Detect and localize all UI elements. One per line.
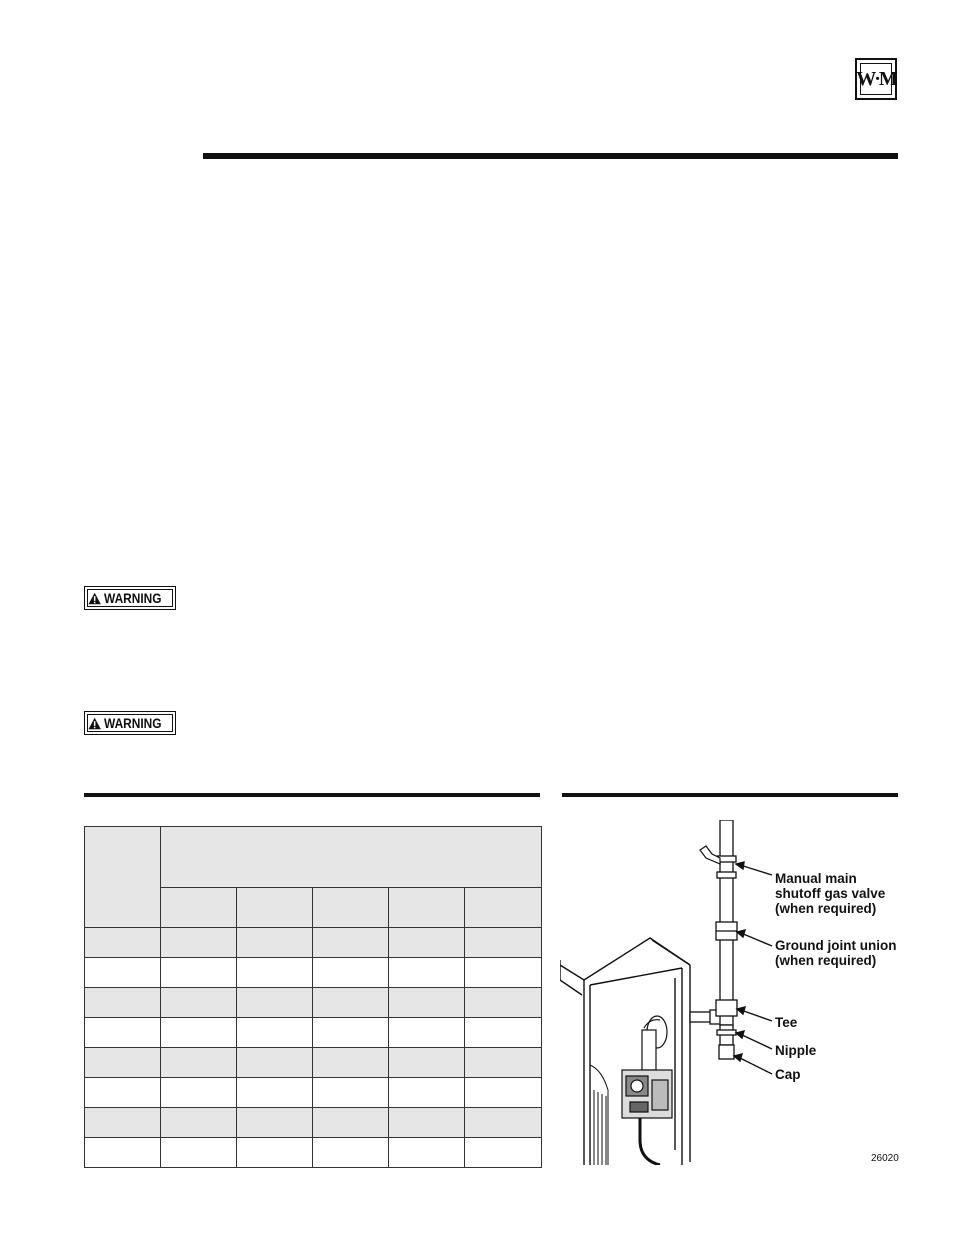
warning-label [84, 586, 176, 610]
section-title-rule [203, 153, 898, 159]
table-row [85, 988, 542, 1018]
warning-label-text: WARNING [104, 590, 162, 606]
callout-cap: Cap [775, 1067, 801, 1082]
warning-triangle-icon [88, 717, 101, 730]
brand-logo [855, 58, 897, 100]
table-header-cell [237, 888, 313, 928]
brand-logo-text: W·M [856, 67, 896, 90]
table-header-cell [313, 888, 389, 928]
table-row [85, 958, 542, 988]
boiler-cabinet [560, 938, 690, 1165]
callout-arrows [734, 862, 772, 1074]
table-title-rule [84, 793, 540, 797]
table-row [85, 1018, 542, 1048]
table-row [85, 1138, 542, 1168]
callout-nipple: Nipple [775, 1043, 817, 1058]
table-row [85, 1078, 542, 1108]
callout-ground-joint-union: Ground joint union (when required) [775, 938, 897, 968]
figure-title-rule [562, 793, 898, 797]
table-row [85, 928, 542, 958]
callout-tee: Tee [775, 1015, 798, 1030]
burner-louvers [590, 1065, 608, 1165]
table-row [85, 1048, 542, 1078]
table-header-row [85, 827, 542, 888]
table-row [85, 1108, 542, 1138]
table-header-cell [465, 888, 542, 928]
shutoff-valve-handle [700, 846, 720, 864]
figure-number: 26020 [871, 1153, 899, 1164]
brand-logo-frame [856, 63, 896, 95]
callout-shutoff-valve: Manual main shutoff gas valve (when required) [775, 871, 886, 916]
table-header-cell [389, 888, 465, 928]
gas-valve [622, 1016, 672, 1165]
table-header-cell [161, 827, 542, 888]
warning-triangle-icon [88, 592, 101, 605]
table-header-cell [161, 888, 237, 928]
table-header-cell [85, 827, 161, 928]
warning-label-text: WARNING [104, 715, 162, 731]
gas-pipe-capacity-table [84, 826, 542, 1168]
warning-label [84, 711, 176, 735]
